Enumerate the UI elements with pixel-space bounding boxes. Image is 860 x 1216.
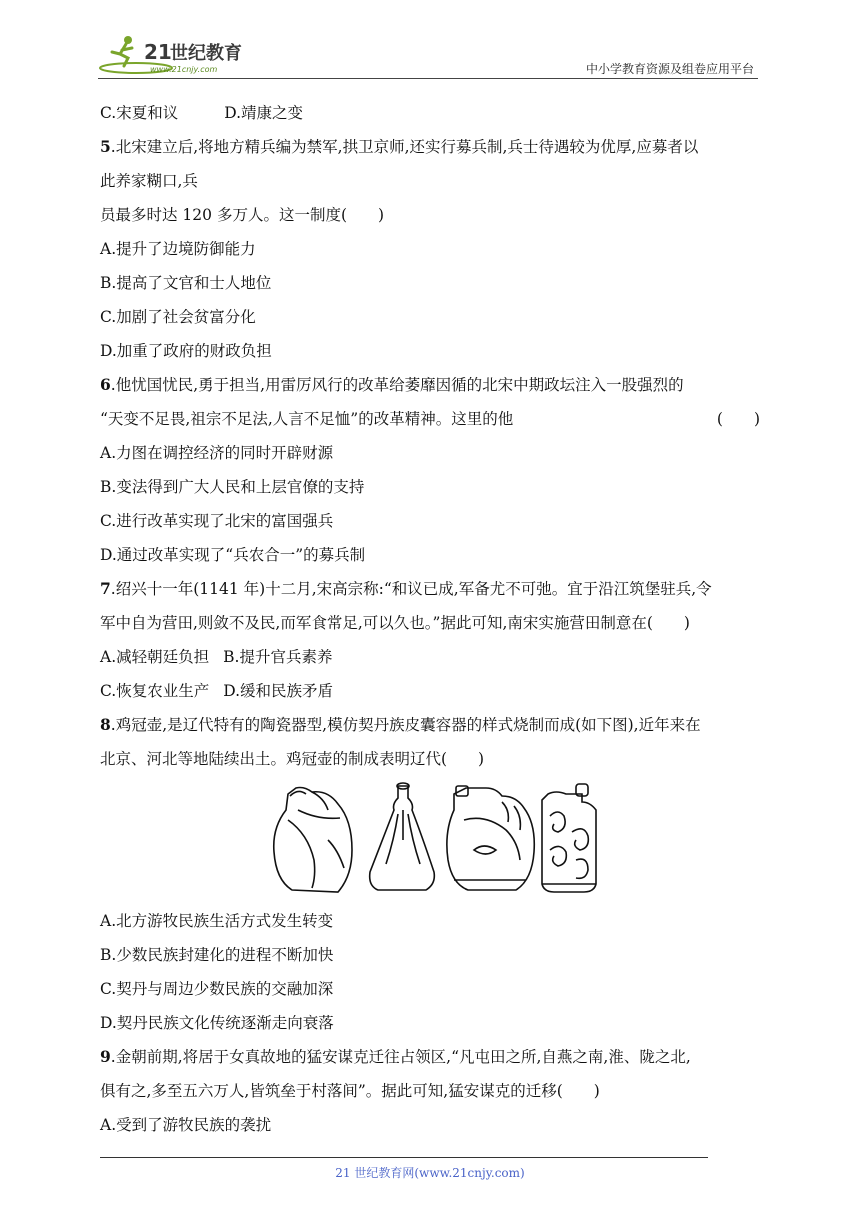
q5-stem-line1: 5.北宋建立后,将地方精兵编为禁军,拱卫京师,还实行募兵制,兵士待遇较为优厚,应募者以: [100, 137, 699, 156]
q8-option-c: C.契丹与周边少数民族的交融加深: [100, 980, 334, 998]
svg-text:世纪教育: 世纪教育: [170, 43, 242, 64]
q7-option-c: C.恢复农业生产: [100, 682, 210, 700]
q5-option-a: A.提升了边境防御能力: [100, 240, 256, 258]
q7-options-ab: [100, 640, 760, 674]
platform-title: 中小学教育资源及组卷应用平台: [585, 62, 754, 76]
q7-option-a: A.减轻朝廷负担: [100, 648, 210, 666]
q9-option-a: A.受到了游牧民族的袭扰: [100, 1116, 272, 1134]
q6-stem-line2: “天变不足畏,祖宗不足法,人言不足恤”的改革精神。这里的他 ( ): [100, 402, 760, 436]
q8-number: 8: [100, 715, 111, 734]
q9-stem-line2: 俱有之,多至五六万人,皆筑垒于村落间”。据此可知,猛安谋克的迁移( ): [100, 1082, 600, 1100]
q8-stem-line1: 8.鸡冠壶,是辽代特有的陶瓷器型,模仿契丹族皮囊容器的样式烧制而成(如下图),近年来在: [100, 715, 701, 734]
pot-4: [542, 784, 596, 892]
q5-option-b: B.提高了文官和士人地位: [100, 274, 272, 292]
site-logo: [98, 32, 268, 76]
q6-answer-bracket: ( ): [716, 410, 760, 428]
header-divider: [98, 78, 758, 79]
q7-option-b: B.提升官兵素养: [223, 648, 333, 666]
q9-stem-line1: 9.金朝前期,将居于女真故地的猛安谋克迁往占领区,“凡屯田之所,自燕之南,淮、陇之北,: [100, 1047, 691, 1066]
q7-stem-line2: 军中自为营田,则敛不及民,而军食常足,可以久也。”据此可知,南宋实施营田制意在( ): [100, 614, 690, 632]
q6-option-a: A.力图在调控经济的同时开辟财源: [100, 444, 334, 462]
q7-options-cd: [100, 674, 760, 708]
pot-3: [447, 786, 534, 890]
q8-option-d: D.契丹民族文化传统逐渐走向衰落: [100, 1014, 334, 1032]
q6-number: 6: [100, 375, 111, 394]
svg-text:21: 21: [144, 40, 172, 64]
q8-option-a: A.北方游牧民族生活方式发生转变: [100, 912, 334, 930]
q4-option-d: D.靖康之变: [224, 104, 304, 122]
q5-option-d: D.加重了政府的财政负担: [100, 342, 272, 360]
page-header: [98, 28, 758, 80]
q7-option-d: D.缓和民族矛盾: [223, 682, 334, 700]
q8-figure-cockscomb-pots: [100, 776, 760, 904]
q8-stem-line2: 北京、河北等地陆续出土。鸡冠壶的制成表明辽代( ): [100, 750, 485, 768]
q6-option-c: C.进行改革实现了北宋的富国强兵: [100, 512, 334, 530]
q7-stem-line1: 7.绍兴十一年(1141 年)十二月,宋高宗称:“和议已成,军备尤不可弛。宜于沿江筑堡驻兵,令: [100, 579, 712, 598]
q4-options: [100, 96, 760, 130]
pot-2: [370, 783, 435, 890]
question-content: [100, 96, 760, 1142]
q4-option-c: C.宋夏和议: [100, 104, 179, 122]
footer-divider: [100, 1157, 708, 1158]
q6-option-b: B.变法得到广大人民和上层官僚的支持: [100, 478, 365, 496]
q6-stem-line1: 6.他忧国忧民,勇于担当,用雷厉风行的改革给萎靡因循的北宋中期政坛注入一股强烈的: [100, 375, 684, 394]
svg-text:www.21cnjy.com: www.21cnjy.com: [150, 65, 218, 74]
q5-stem-line2: 此养家糊口,兵: [100, 172, 198, 190]
q6-option-d: D.通过改革实现了“兵农合一”的募兵制: [100, 546, 366, 564]
q5-option-c: C.加剧了社会贫富分化: [100, 308, 256, 326]
q9-number: 9: [100, 1047, 111, 1066]
pot-1: [274, 788, 352, 893]
page-footer: 21 世纪教育网(www.21cnjy.com): [335, 1166, 525, 1180]
q8-option-b: B.少数民族封建化的进程不断加快: [100, 946, 334, 964]
q5-number: 5: [100, 137, 111, 156]
cockscomb-pot-illustration: [268, 780, 598, 898]
q5-stem-line3: 员最多时达 120 多万人。这一制度( ): [100, 206, 385, 224]
q7-number: 7: [100, 579, 111, 598]
